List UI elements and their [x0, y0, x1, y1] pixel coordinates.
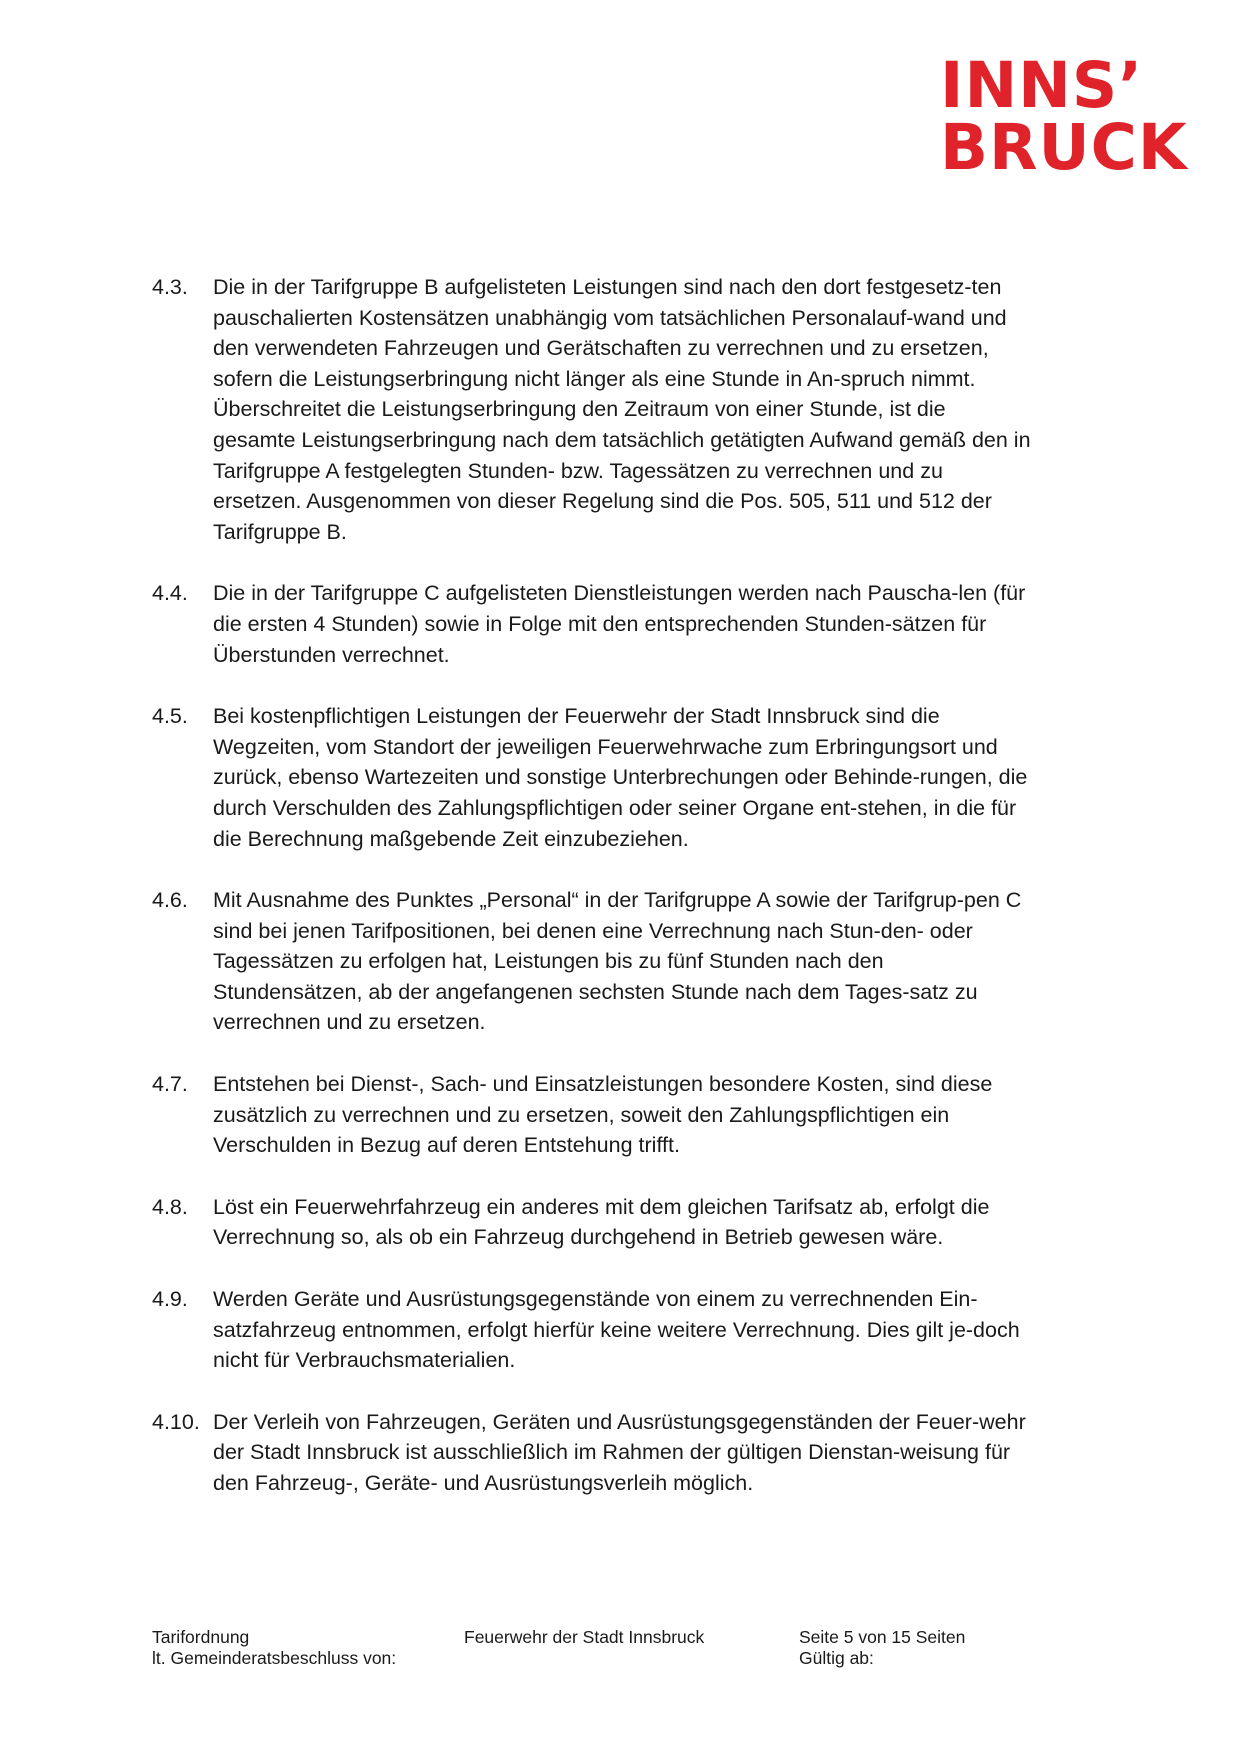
footer-page-number: Seite 5 von 15 Seiten	[799, 1627, 966, 1647]
page-footer	[152, 1627, 1052, 1677]
logo-line-1: INNS’	[940, 49, 1144, 122]
section-number: 4.5.	[152, 704, 188, 729]
section-4-9	[152, 1284, 1032, 1376]
document-body	[152, 272, 1032, 1530]
footer-organization: Feuerwehr der Stadt Innsbruck	[464, 1627, 705, 1647]
section-number: 4.6.	[152, 888, 188, 913]
section-4-3	[152, 272, 1032, 547]
section-text: Entstehen bei Dienst-, Sach- und Einsatzleistungen besondere Kosten, sind diese zusätzlich zu verrechnen und zu ersetzen, soweit den Zahlungspflichtigen ein Verschulden in Bezug auf deren Entstehung trifft.	[213, 1072, 993, 1158]
section-text: Der Verleih von Fahrzeugen, Geräten und Ausrüstungsgegenständen der Feuer-wehr der Stadt Innsbruck ist ausschließlich im Rahmen der gültigen Dienstan-weisung für den Fahrzeug-, Geräte- und Ausrüstungsverleih möglich.	[213, 1409, 1026, 1495]
footer-valid-from: Gültig ab:	[799, 1648, 874, 1668]
section-number: 4.9.	[152, 1287, 188, 1312]
footer-middle	[464, 1627, 704, 1648]
footer-document-title: Tarifordnung	[152, 1627, 250, 1647]
section-text: Bei kostenpflichtigen Leistungen der Feuerwehr der Stadt Innsbruck sind die Wegzeiten, vom Standort der jeweiligen Feuerwehrwache zum Erbringungsort und zurück, ebenso Wartezeiten und sonstige Unterbrechungen oder Behinde-rungen, die durch Verschulden des Zahlungspflichtigen oder seiner Organe ent-stehen, in die für die Berechnung maßgebende Zeit einzubeziehen.	[213, 704, 1028, 851]
section-number: 4.8.	[152, 1194, 188, 1219]
section-number: 4.10.	[152, 1409, 200, 1434]
innsbruck-logo	[940, 49, 1190, 184]
logo-line-2: BRUCK	[940, 111, 1188, 184]
section-number: 4.4.	[152, 581, 188, 606]
section-4-7	[152, 1069, 1032, 1161]
footer-council-resolution: lt. Gemeinderatsbeschluss von:	[152, 1648, 397, 1668]
section-text: Löst ein Feuerwehrfahrzeug ein anderes mit dem gleichen Tarifsatz ab, erfolgt die Verrechnung so, als ob ein Fahrzeug durchgehend in Betrieb gewesen wäre.	[213, 1194, 990, 1250]
section-number: 4.3.	[152, 275, 188, 299]
section-4-8	[152, 1192, 1032, 1253]
section-text: Die in der Tarifgruppe C aufgelisteten Dienstleistungen werden nach Pauscha-len (für die ersten 4 Stunden) sowie in Folge mit den entsprechenden Stunden-sätzen für Überstunden verrechnet.	[213, 581, 1026, 667]
section-4-4	[152, 578, 1032, 670]
section-4-5	[152, 701, 1032, 854]
section-4-6	[152, 885, 1032, 1038]
section-4-10	[152, 1407, 1032, 1499]
section-text: Die in der Tarifgruppe B aufgelisteten Leistungen sind nach den dort festgesetz-ten pauschalierten Kostensätzen unabhängig vom tatsächlichen Personalauf-wand und den verwendeten Fahrzeugen und Gerätschaften zu verrechnen und zu ersetzen, sofern die Leistungserbringung nicht länger als eine Stunde in An-spruch nimmt. Überschreitet die Leistungserbringung den Zeitraum von einer Stunde, ist die gesamte Leistungserbringung nach dem tatsächlich getätigten Aufwand gemäß den in Tarifgruppe A festgelegten Stunden- bzw. Tagessätzen zu verrechnen und zu ersetzen. Ausgenommen von dieser Regelung sind die Pos. 505, 511 und 512 der Tarifgruppe B.	[213, 275, 1031, 544]
section-number: 4.7.	[152, 1072, 188, 1097]
footer-left	[152, 1627, 396, 1669]
section-text: Werden Geräte und Ausrüstungsgegenstände von einem zu verrechnenden Ein-satzfahrzeug entnommen, erfolgt hierfür keine weitere Verrechnung. Dies gilt je-doch nicht für Verbrauchsmaterialien.	[213, 1287, 1020, 1373]
footer-right	[799, 1627, 965, 1669]
section-text: Mit Ausnahme des Punktes „Personal“ in der Tarifgruppe A sowie der Tarifgrup-pen C sind bei jenen Tarifpositionen, bei denen eine Verrechnung nach Stun-den- oder Tagessätzen zu erfolgen hat, Leistungen bis zu fünf Stunden nach den Stundensätzen, ab der angefangenen sechsten Stunde nach dem Tages-satz zu verrechnen und zu ersetzen.	[213, 888, 1022, 1035]
